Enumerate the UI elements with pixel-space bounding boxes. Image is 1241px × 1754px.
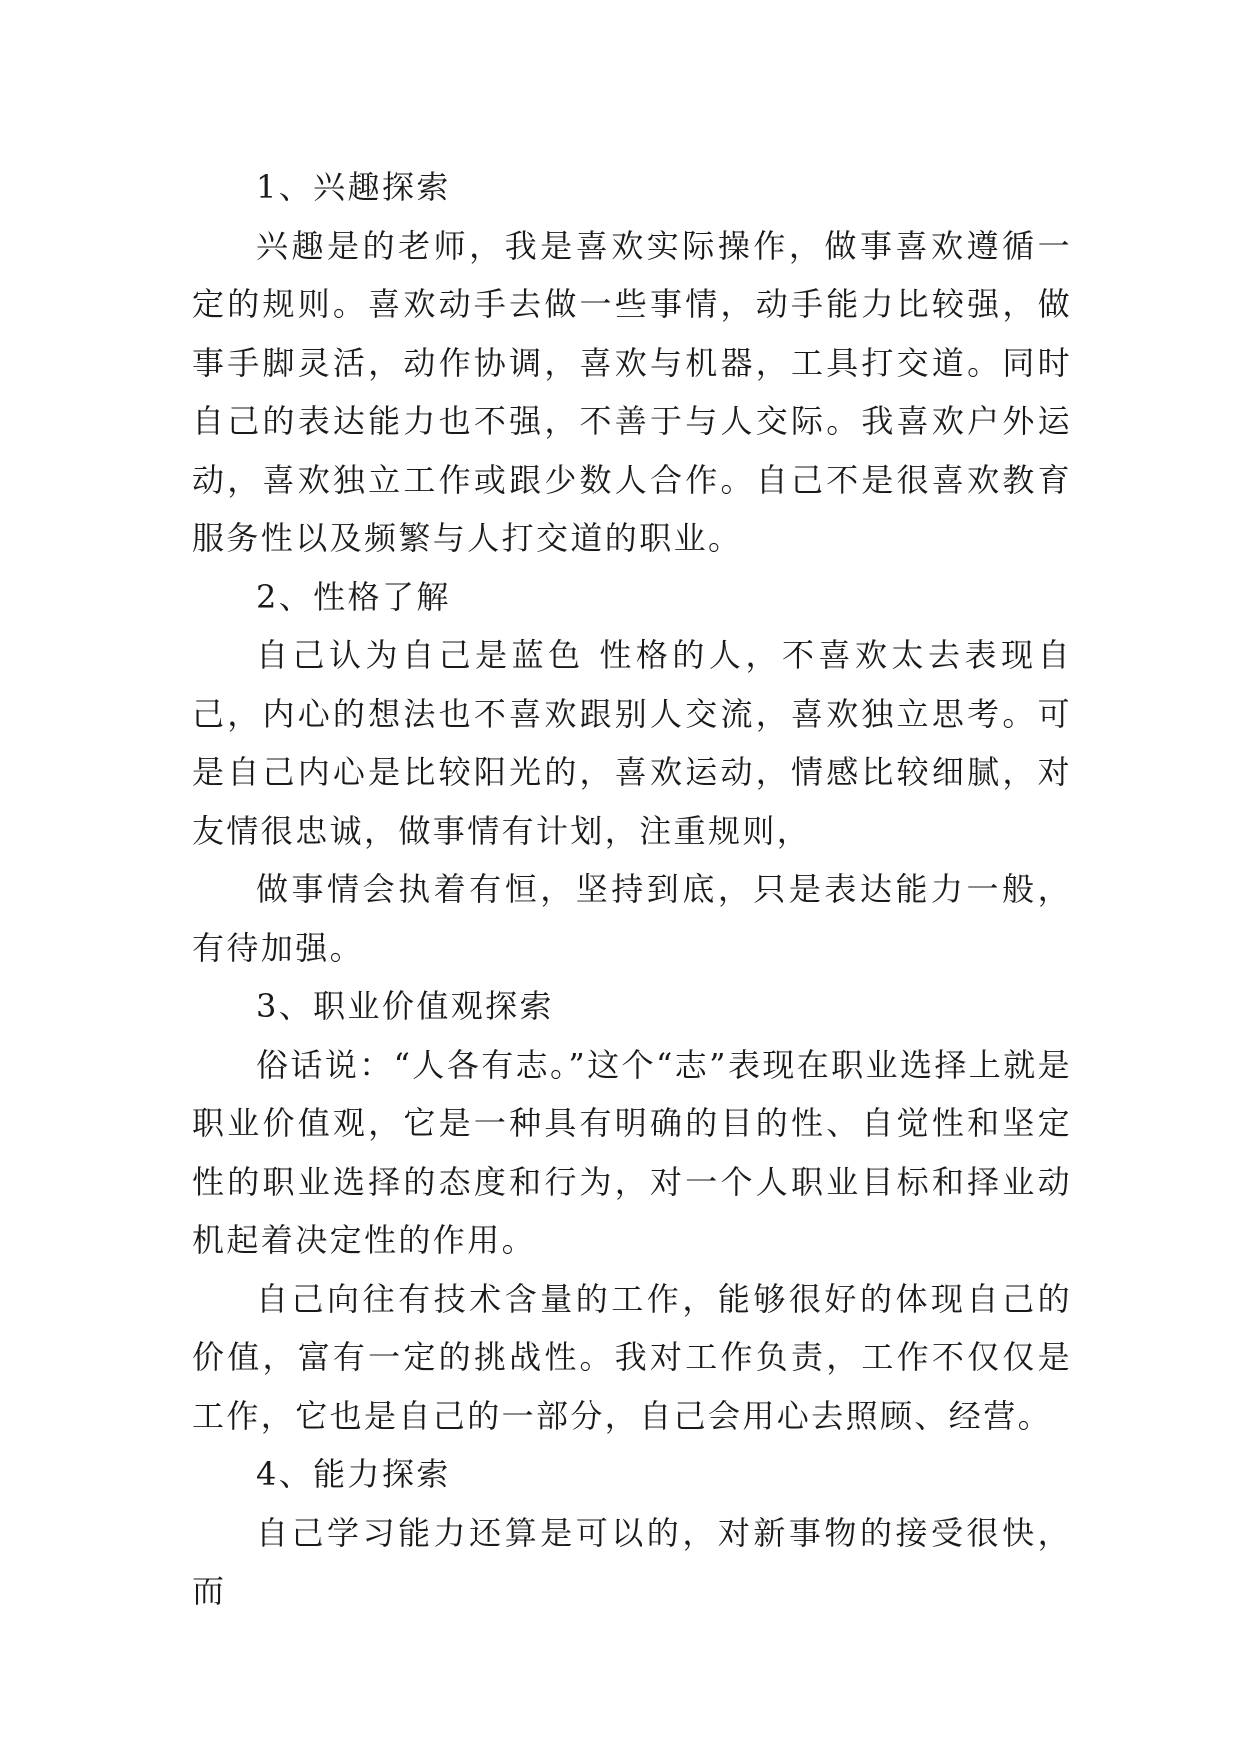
paragraph-personality-2: 做事情会执着有恒，坚持到底，只是表达能力一般，有待加强。 (192, 870, 1072, 967)
paragraph-personality-1: 自己认为自己是蓝色 性格的人，不喜欢太去表现自己，内心的想法也不喜欢跟别人交流，喜欢独立思考。可是自己内心是比较阳光的，喜欢运动，情感比较细腻，对友情很忠诚，做事情有计划，注重规则， (192, 636, 1072, 850)
paragraph-values-2: 自己向往有技术含量的工作，能够很好的体现自己的价值，富有一定的挑战性。我对工作负责，工作不仅仅是工作，它也是自己的一部分，自己会用心去照顾、经营。 (192, 1279, 1072, 1435)
document-body (192, 158, 1072, 1621)
paragraph-values-1: 俗话说：“人各有志。”这个“志”表现在职业选择上就是职业价值观，它是一种具有明确的目的性、自觉性和坚定性的职业选择的态度和行为，对一个人职业目标和择业动机起着决定性的作用。 (192, 1045, 1072, 1259)
section-heading-interest: 1、兴趣探索 (256, 168, 451, 206)
paragraph-ability: 自己学习能力还算是可以的，对新事物的接受很快，而 (192, 1513, 1072, 1610)
paragraph-interest: 兴趣是的老师，我是喜欢实际操作，做事喜欢遵循一定的规则。喜欢动手去做一些事情，动手能力比较强，做事手脚灵活，动作协调，喜欢与机器，工具打交道。同时自己的表达能力也不强，不善于与人交际。我喜欢户外运动，喜欢独立工作或跟少数人合作。自己不是很喜欢教育服务性以及频繁与人打交道的职业。 (192, 226, 1072, 557)
section-heading-personality: 2、性格了解 (256, 577, 451, 616)
section-heading-ability: 4、能力探索 (256, 1455, 451, 1493)
section-heading-values: 3、职业价值观探索 (256, 987, 554, 1025)
